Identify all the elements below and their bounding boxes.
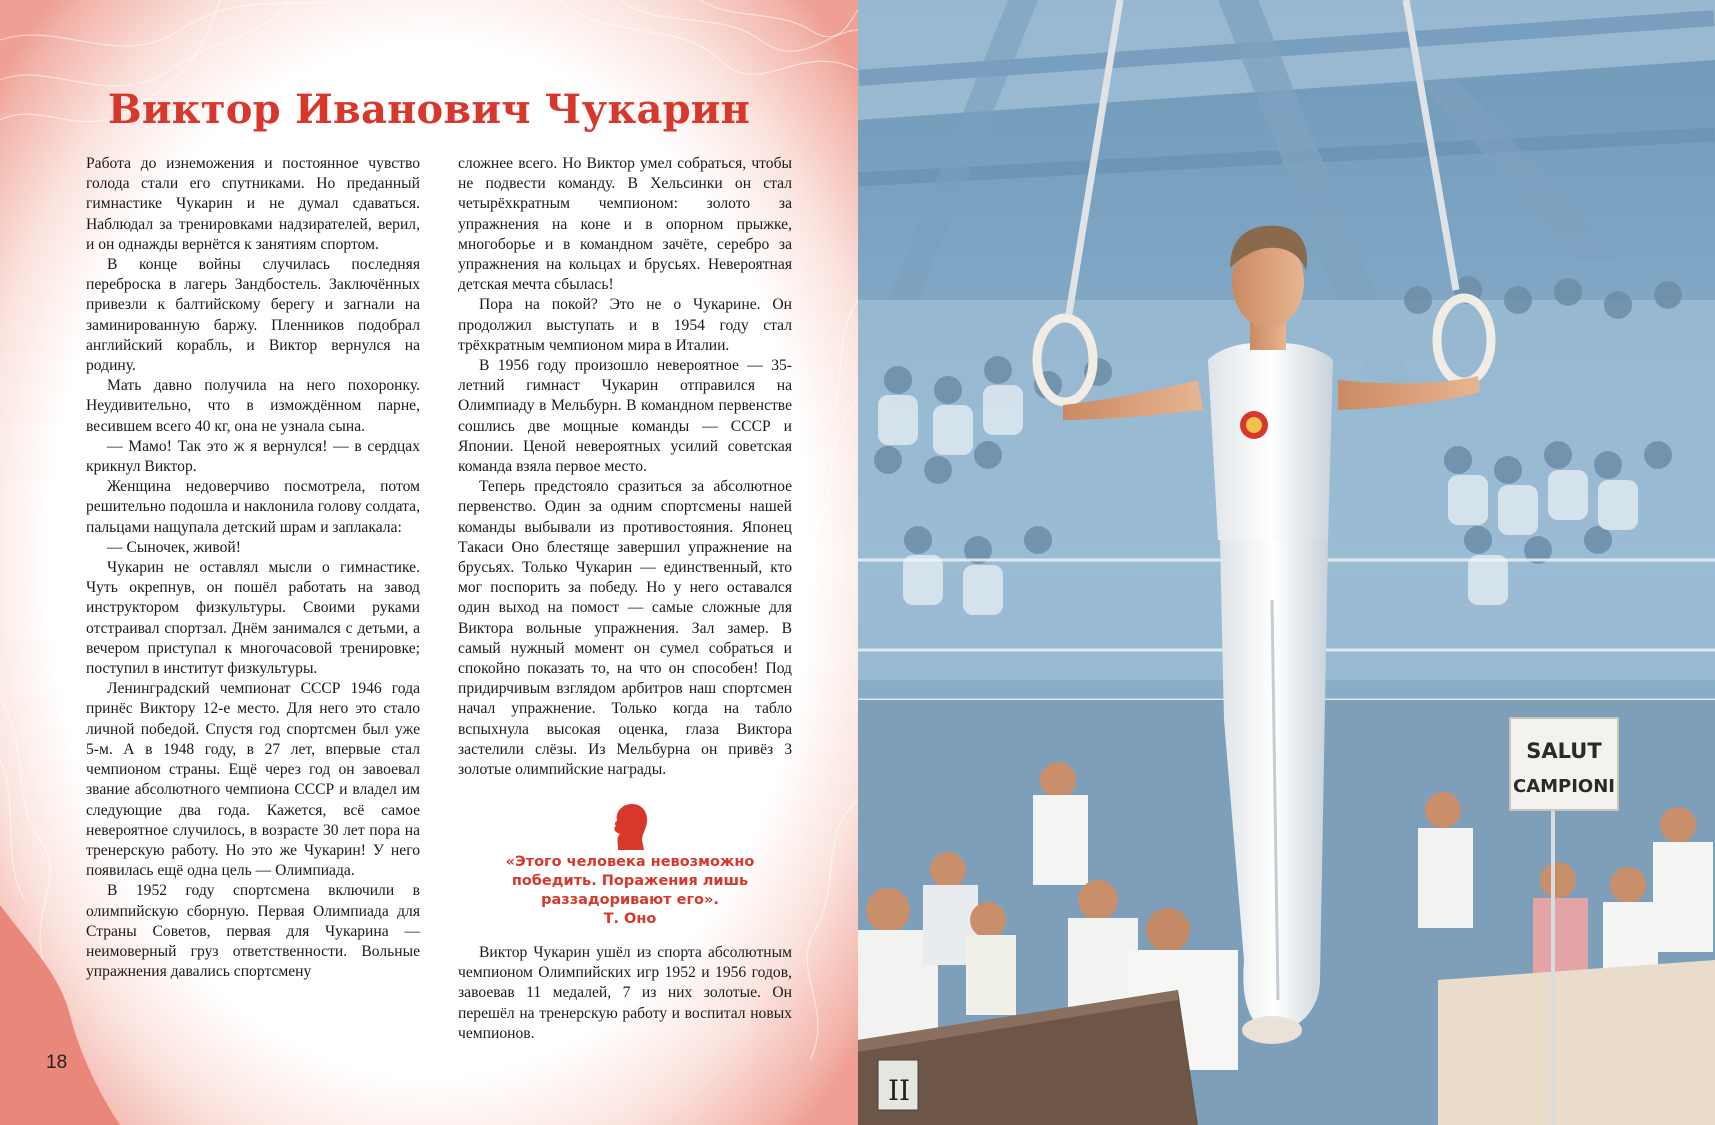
page-title: Виктор Иванович Чукарин xyxy=(107,86,751,133)
paragraph: Женщина недоверчиво посмотрела, потом решительно подошла и наклонила голову солдата, пальцами нащупала детский шрам и заплакала: xyxy=(86,478,421,536)
paragraph: Чукарин не оставлял мысли о гимнастике. Чуть окрепнув, он пошёл работать на завод инструктором физкультуры. Своими руками отстраивал спортзал. Днём занимался с детьми, а вечером приступал к многочасовой тренировке; поступил в институт физкультуры. xyxy=(86,559,420,678)
paragraph: — Сыночек, живой! xyxy=(107,538,241,556)
closing-paragraph-block xyxy=(458,943,792,1044)
closing-paragraph: Виктор Чукарин ушёл из спорта абсолютным чемпионом Олимпийских игр 1952 и 1956 годов, завоевав 11 медалей, 7 из них золотые. Он перешёл на тренерскую работу и воспитал новых чемпионов. xyxy=(458,944,792,1042)
paragraph: Работа до изнеможения и постоянное чувство голода стали его спутниками. Но преданный гимнастике Чукарин и не думал сдаваться. Наблюдал за тренировками надзирателей, верил, и он однажды вернётся к занятиям спортом. xyxy=(86,155,420,253)
table-marker: II xyxy=(888,1074,911,1107)
illustration-gymnast xyxy=(858,0,1715,1125)
paragraph: Пора на покой? Это не о Чукарине. Он продолжил выступать и в 1954 году стал трёхкратным чемпионом мира в Италии. xyxy=(458,296,792,354)
text-column-right xyxy=(458,154,792,780)
paragraph: — Мамо! Так это ж я вернулся! — в сердцах крикнул Виктор. xyxy=(86,437,420,476)
head-silhouette-icon xyxy=(610,802,650,852)
quote-author: Т. Оно xyxy=(603,911,657,927)
paragraph: В 1952 году спортсмена включили в олимпийскую сборную. Первая Олимпиада для Страны Советов, первая для Чукарина — неимоверный груз ответственности. Вольные упражнения давались спортсмену xyxy=(86,882,420,981)
sign-line-1: SALUT xyxy=(1526,739,1602,763)
page-number: 18 xyxy=(46,1052,68,1073)
paragraph: В конце войны случилась последняя переброска в лагерь Зандбостель. Заключённых привезли к балтийскому берегу и загнали на заминированную баржу. Пленников подобрал английский корабль, и Виктор вернулся на родину. xyxy=(86,256,420,375)
quote-line: «Этого человека невозможно xyxy=(505,854,755,870)
paragraph: сложнее всего. Но Виктор умел собраться, чтобы не подвести команду. В Хельсинки он стал четырёхкратным чемпионом: золото за упражнения на коне и в опорном прыжке, многоборье и в командном зачёте, серебро за упражнения на кольцах и брусьях. Невероятная детская мечта сбылась! xyxy=(458,155,792,294)
quote-line: раззадоривают его». xyxy=(541,892,719,908)
quote-line: победить. Поражения лишь xyxy=(511,873,749,889)
illustration-canvas xyxy=(858,0,1715,1125)
text-column-left xyxy=(86,154,420,982)
quote-block xyxy=(470,853,790,929)
sign-line-2: CAMPIONI xyxy=(1512,776,1616,797)
paragraph: В 1956 году произошло невероятное — 35-летний гимнаст Чукарин отправился на Олимпиаду в Мельбурн. В командном первенстве сошлись две мощные команды — СССР и Японии. Ценой невероятных усилий советская команда взяла первое место. xyxy=(458,357,792,476)
paragraph: Ленинградский чемпионат СССР 1946 года принёс Виктору 12-е место. Для него это стало личной победой. Спустя год спортсмен был уже 5-м. А в 1948 году, в 27 лет, впервые стал чемпионом страны. Ещё через год он завоевал звание абсолютного чемпиона СССР и владел им следующие два года. Кажется, всё самое невероятное случилось, в возрасте 30 лет пора на тренерскую работу. Но это же Чукарин! У него появилась ещё одна цель — Олимпиада. xyxy=(86,680,420,880)
paragraph: Мать давно получила на него похоронку. Неудивительно, что в измождённом парне, весившем всего 40 кг, она не узнала сына. xyxy=(86,377,420,435)
paragraph: Теперь предстояло сразиться за абсолютное первенство. Один за одним спортсмены нашей команды выбывали из противостояния. Японец Такаси Оно блестяще завершил упражнение на брусьях. Только Чукарин — единственный, кто мог поспорить за победу. Но у него оставался один выход на помост — самые сложные для Виктора вольные упражнения. Зал замер. В самый нужный момент он сумел собраться и спокойно показать то, на что он способен! Под придирчивым взглядом арбитров наш спортсмен начал упражнение. Только когда на табло вспыхнула высокая оценка, глаза Виктора застелили слёзы. Из Мельбурна он привёз 3 золотые олимпийские награды. xyxy=(458,478,792,779)
